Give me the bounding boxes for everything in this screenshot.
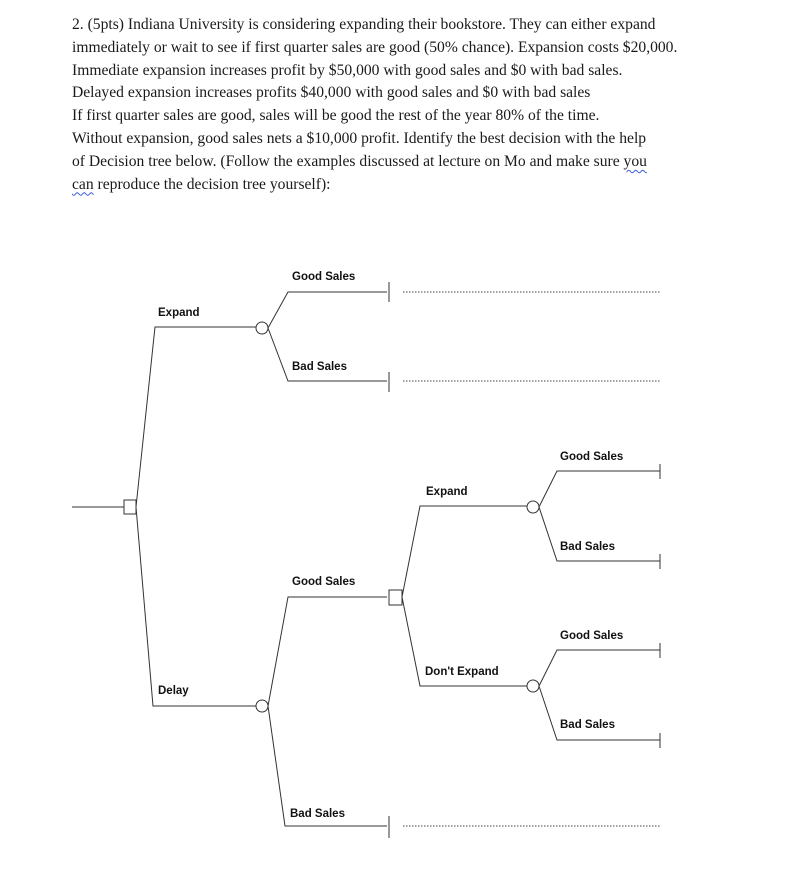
second-expand-chance-node: [527, 501, 539, 513]
question-line-4: Delayed expansion increases profits $40,000 with good sales and $0 with bad sales: [72, 84, 591, 102]
question-line-6: Without expansion, good sales nets a $10,000 profit. Identify the best decision with the help: [72, 129, 647, 147]
second-dont-expand-good-line: [539, 650, 660, 686]
delay-good-branch-line: [268, 597, 387, 706]
second-expand-label: Expand: [426, 486, 468, 498]
expand-good-sales-label: Good Sales: [292, 271, 356, 283]
spellcheck-word-can: can: [72, 175, 94, 193]
delay-good-sales-label: Good Sales: [292, 576, 356, 588]
expand-bad-branch-line: [268, 328, 387, 381]
second-dont-expand-bad-line: [539, 686, 660, 740]
question-line-5: If first quarter sales are good, sales will be good the rest of the year 80% of the time.: [72, 107, 600, 125]
second-dont-expand-label: Don't Expand: [425, 666, 499, 678]
second-expand-good-label: Good Sales: [560, 451, 624, 463]
second-expand-bad-label: Bad Sales: [560, 541, 615, 553]
root-decision-node: [124, 500, 136, 514]
second-dont-expand-chance-node: [527, 680, 539, 692]
delay-chance-node: [256, 700, 268, 712]
second-dont-expand-bad-label: Bad Sales: [560, 719, 615, 731]
expand-good-branch-line: [268, 292, 387, 328]
question-line-1: 2. (5pts) Indiana University is considering expanding their bookstore. They can either expand: [72, 16, 656, 33]
second-expand-branch-line: [402, 506, 528, 597]
question-line-3: Immediate expansion increases profit by $50,000 with good sales and $0 with bad sales.: [72, 61, 623, 79]
delay-label: Delay: [158, 685, 189, 697]
second-dont-expand-good-label: Good Sales: [560, 630, 624, 642]
expand-bad-sales-label: Bad Sales: [292, 361, 347, 373]
second-decision-node: [389, 590, 402, 605]
question-line-7-text: of Decision tree below. (Follow the examples discussed at lecture on Mo and make sure: [72, 152, 624, 170]
expand-branch-line: [136, 327, 257, 507]
expand-label: Expand: [158, 307, 200, 319]
delay-bad-sales-label: Bad Sales: [290, 808, 345, 820]
question-line-2: immediately or wait to see if first quarter sales are good (50% chance). Expansion costs $20,000.: [72, 38, 678, 56]
delay-branch-line: [136, 507, 257, 706]
spellcheck-word-you: you: [623, 152, 647, 170]
expand-chance-node: [256, 322, 268, 334]
second-expand-good-line: [539, 471, 660, 507]
question-line-8-text: reproduce the decision tree yourself):: [93, 175, 331, 193]
